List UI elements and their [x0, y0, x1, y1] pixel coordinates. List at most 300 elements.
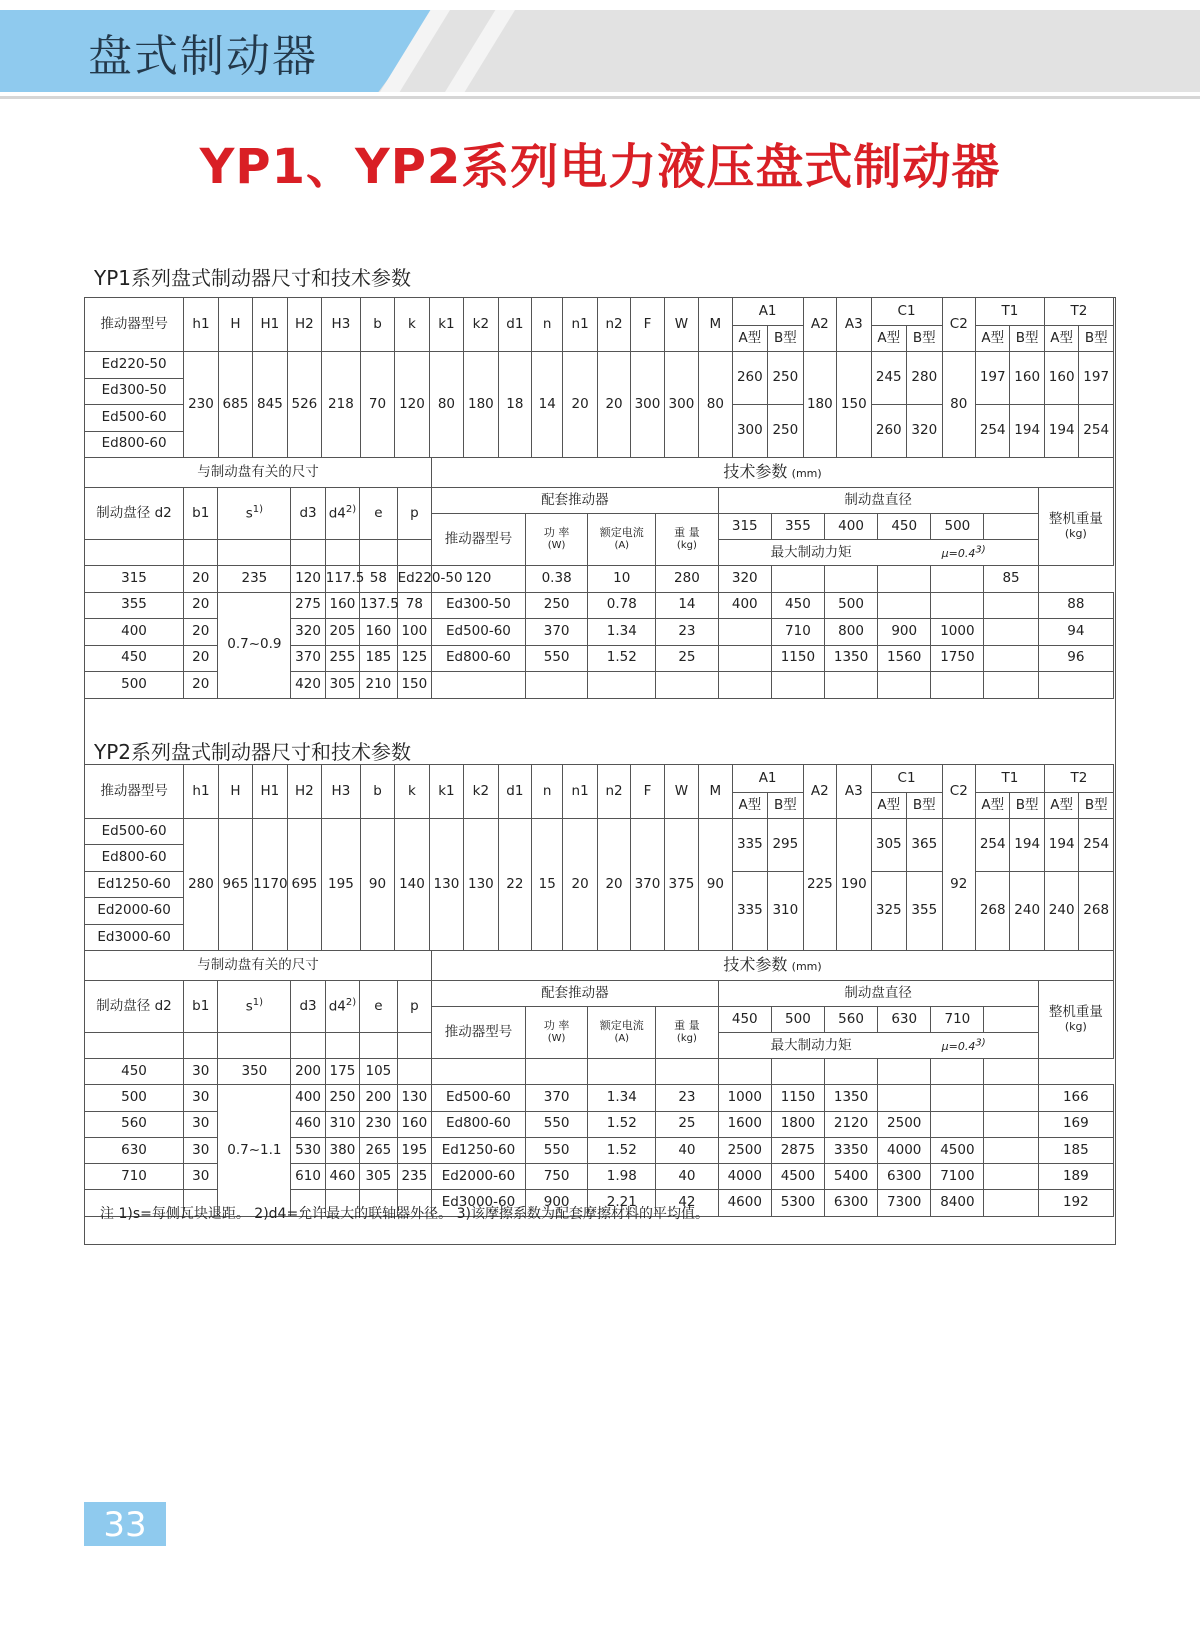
value-cell: 125 [397, 645, 431, 672]
torque-cell [931, 1085, 984, 1111]
disc-diameter-cell: 400 [85, 619, 184, 646]
blank-cell [291, 540, 325, 566]
value-cell: 25 [656, 1111, 719, 1137]
col-header [718, 1033, 1038, 1059]
tech-section-header [432, 951, 1114, 981]
value-cell: 1.52 [588, 1137, 656, 1163]
col-header: n2 [597, 765, 630, 819]
model-cell: Ed3000-60 [85, 924, 184, 950]
col-header: e [360, 981, 398, 1033]
col-header: F [631, 765, 664, 819]
torque-cell: 1150 [771, 645, 824, 672]
blank-cell [984, 1137, 1038, 1163]
value-cell: 80 [699, 352, 732, 458]
blank-cell [984, 645, 1038, 672]
value-cell: 117.5 [325, 566, 359, 593]
value-cell: 105 [360, 1059, 398, 1085]
col-header: b [360, 298, 394, 352]
model-cell: Ed800-60 [432, 645, 526, 672]
value-cell: 180 [803, 352, 836, 458]
value-cell: 1170 [253, 819, 287, 951]
value-cell: 120 [291, 566, 325, 593]
blank-cell [984, 1111, 1038, 1137]
value-cell: 305 [325, 672, 359, 699]
tech-unit: (mm) [791, 467, 822, 481]
model-cell: Ed1250-60 [85, 871, 184, 897]
blank-cell [360, 1033, 398, 1059]
col-header: M [699, 765, 732, 819]
col-header: k2 [464, 765, 498, 819]
value-cell: 460 [325, 1164, 359, 1190]
value-cell: 150 [837, 352, 871, 458]
value-cell: 245 [871, 352, 907, 405]
blank-cell [432, 1059, 526, 1085]
value-cell: 130 [464, 819, 498, 951]
value-cell: 185 [360, 645, 398, 672]
torque-cell: 3350 [824, 1137, 877, 1163]
value-cell: 194 [1044, 819, 1078, 872]
value-cell: 197 [975, 352, 1009, 405]
torque-cell: 500 [824, 592, 877, 619]
value-cell: 1.34 [588, 1085, 656, 1111]
value-cell: 370 [631, 819, 664, 951]
col-header: A1 [732, 298, 803, 326]
value-cell: 90 [360, 819, 394, 951]
unit-label: (W) [547, 1033, 566, 1045]
col-header: C1 [871, 298, 942, 326]
disc-diameter: 450 [878, 514, 931, 540]
model-cell: Ed800-60 [85, 431, 184, 458]
disc-diameter-cell: 500 [85, 672, 184, 699]
yp2-table-title: YP2系列盘式制动器尺寸和技术参数 [94, 740, 412, 764]
blank-cell [218, 1033, 291, 1059]
col-header: h1 [184, 298, 218, 352]
disc-diameter-cell: 710 [85, 1164, 184, 1190]
value-cell: 180 [464, 352, 498, 458]
blank-cell [525, 1059, 588, 1085]
torque-cell: 6300 [824, 1190, 877, 1216]
model-cell: Ed500-60 [85, 405, 184, 432]
value-cell: 300 [664, 352, 698, 458]
tech-unit: (mm) [791, 960, 822, 974]
value-cell: 10 [588, 566, 656, 593]
col-header: H3 [322, 765, 361, 819]
yp1-tech-table [84, 457, 1114, 699]
col-header: k [395, 765, 429, 819]
value-cell: 320 [907, 405, 943, 458]
unit-label: (kg) [676, 1033, 697, 1045]
footnote-ref: 2) [345, 504, 357, 516]
value-cell: 240 [1010, 871, 1044, 950]
col-header-type-b: B型 [1079, 326, 1114, 352]
col-header: H1 [253, 765, 287, 819]
value-cell: 230 [360, 1111, 398, 1137]
col-header: W [664, 765, 698, 819]
value-cell: 20 [563, 819, 597, 951]
torque-cell: 2500 [718, 1137, 771, 1163]
torque-cell: 710 [771, 619, 824, 646]
col-header-type-a: A型 [1044, 326, 1078, 352]
value-cell: 160 [360, 619, 398, 646]
model-cell: Ed220-50 [397, 566, 431, 593]
col-header [1038, 488, 1113, 566]
torque-cell: 1350 [824, 645, 877, 672]
value-cell: 305 [360, 1164, 398, 1190]
col-header-type-b: B型 [1010, 326, 1044, 352]
page-number: 33 [84, 1502, 166, 1546]
torque-cell: 5400 [824, 1164, 877, 1190]
value-cell: 1.34 [588, 619, 656, 646]
value-cell: 295 [768, 819, 804, 872]
torque-cell: 1000 [931, 619, 984, 646]
col-header: H [218, 298, 252, 352]
col-header [525, 1007, 588, 1059]
col-header: k1 [429, 765, 463, 819]
blank-cell [588, 672, 656, 699]
s-value-cell: 0.7~1.1 [218, 1085, 291, 1216]
col-header: p [397, 488, 431, 540]
torque-cell: 8400 [931, 1190, 984, 1216]
blank-cell [656, 672, 719, 699]
section-title: 盘式制动器 [88, 31, 318, 82]
torque-cell: 2875 [771, 1137, 824, 1163]
unit-label: (W) [547, 540, 566, 552]
col-header-type-a: A型 [871, 326, 907, 352]
col-header: n [532, 765, 563, 819]
model-cell: Ed3000-60 [432, 1190, 526, 1216]
torque-cell: 4600 [718, 1190, 771, 1216]
col-header-type-a: A型 [732, 793, 768, 819]
torque-cell [824, 566, 877, 593]
col-header-power: 功 率 [543, 526, 570, 540]
page-title: YP1、YP2系列电力液压盘式制动器 [199, 139, 1001, 195]
value-cell: 254 [975, 819, 1009, 872]
value-cell: 160 [397, 1111, 431, 1137]
col-header-type-a: A型 [1044, 793, 1078, 819]
col-header [325, 981, 359, 1033]
model-cell: Ed500-60 [432, 619, 526, 646]
torque-cell: 5300 [771, 1190, 824, 1216]
blank-cell [984, 619, 1038, 646]
col-header: W [664, 298, 698, 352]
value-cell: 255 [325, 645, 359, 672]
value-cell: 166 [1038, 1085, 1113, 1111]
value-cell: 250 [325, 1085, 359, 1111]
value-cell: 194 [1010, 819, 1044, 872]
value-cell: 90 [699, 819, 732, 951]
col-header: k [395, 298, 429, 352]
model-cell: Ed300-50 [85, 378, 184, 405]
disc-diameter-cell: 630 [85, 1137, 184, 1163]
col-header: H1 [253, 298, 287, 352]
model-cell: Ed500-60 [432, 1085, 526, 1111]
value-cell: 94 [1038, 619, 1113, 646]
value-cell: 189 [1038, 1164, 1113, 1190]
value-cell: 18 [498, 352, 531, 458]
col-header: b1 [184, 981, 218, 1033]
blank-cell [325, 540, 359, 566]
value-cell: 1.52 [588, 645, 656, 672]
value-cell: 0.78 [588, 592, 656, 619]
value-cell: 40 [656, 1137, 719, 1163]
value-cell: 23 [656, 619, 719, 646]
blank-cell [984, 1085, 1038, 1111]
value-cell: 235 [218, 566, 291, 593]
value-cell: 200 [360, 1085, 398, 1111]
col-header: M [699, 298, 732, 352]
value-cell: 310 [325, 1111, 359, 1137]
value-cell: 169 [1038, 1111, 1113, 1137]
unit-label: (kg) [1064, 1019, 1087, 1033]
torque-cell [718, 645, 771, 672]
col-header: H2 [287, 765, 321, 819]
blank-cell [984, 514, 1038, 540]
value-cell: 965 [218, 819, 252, 951]
unit-label: (A) [614, 1033, 630, 1045]
col-header-d4: d4 [328, 998, 346, 1015]
blank-cell [718, 1059, 771, 1085]
yp2-tech-table [84, 950, 1114, 1217]
value-cell: 230 [184, 352, 218, 458]
blank-cell [771, 672, 824, 699]
value-cell: 370 [291, 645, 325, 672]
value-cell: 260 [871, 405, 907, 458]
col-header-actuator: 推动器型号 [85, 298, 184, 352]
value-cell: 194 [1044, 405, 1078, 458]
value-cell: 14 [532, 352, 563, 458]
blank-cell [525, 672, 588, 699]
value-cell: 250 [768, 352, 804, 405]
value-cell: 14 [656, 592, 719, 619]
value-cell: 30 [184, 1137, 218, 1163]
value-cell: 150 [397, 672, 431, 699]
unit-label: (kg) [1064, 526, 1087, 540]
torque-cell: 4000 [718, 1164, 771, 1190]
value-cell: 268 [1079, 871, 1114, 950]
col-header: C1 [871, 765, 942, 793]
torque-cell: 1000 [718, 1085, 771, 1111]
disc-diameter-cell: 355 [85, 592, 184, 619]
col-header: b1 [184, 488, 218, 540]
col-header-type-a: A型 [975, 793, 1009, 819]
blank-cell [397, 1033, 431, 1059]
value-cell: 310 [768, 871, 804, 950]
blank-cell [984, 1190, 1038, 1216]
value-cell: 335 [732, 871, 768, 950]
value-cell: 0.38 [525, 566, 588, 593]
col-header: e [360, 488, 398, 540]
torque-cell [931, 1111, 984, 1137]
yp1-dimension-table [84, 297, 1114, 458]
value-cell: 20 [597, 819, 630, 951]
value-cell: 192 [1038, 1190, 1113, 1216]
value-cell: 420 [291, 672, 325, 699]
blank-cell [291, 1033, 325, 1059]
torque-cell: 1750 [931, 645, 984, 672]
tech-section-header [432, 458, 1114, 488]
torque-cell: 6300 [878, 1164, 931, 1190]
value-cell: 195 [322, 819, 361, 951]
value-cell: 750 [525, 1164, 588, 1190]
col-header: A2 [803, 298, 836, 352]
col-header: H2 [287, 298, 321, 352]
value-cell: 350 [218, 1059, 291, 1085]
value-cell: 250 [768, 405, 804, 458]
col-header: 推动器型号 [432, 1007, 526, 1059]
value-cell: 78 [397, 592, 431, 619]
col-header-s: s [245, 998, 253, 1015]
model-cell: Ed2000-60 [432, 1164, 526, 1190]
col-header: d1 [498, 765, 531, 819]
col-header-type-b: B型 [768, 793, 804, 819]
torque-cell: 7100 [931, 1164, 984, 1190]
value-cell: 22 [498, 819, 531, 951]
disc-diameter-cell: 560 [85, 1111, 184, 1137]
blank-cell [85, 1033, 184, 1059]
col-header-type-b: B型 [907, 326, 943, 352]
value-cell: 40 [656, 1164, 719, 1190]
value-cell: 530 [291, 1137, 325, 1163]
col-header-weight: 重 量 [674, 1019, 700, 1033]
col-header-max-torque: 最大制动力矩 [770, 544, 852, 561]
torque-cell: 900 [878, 619, 931, 646]
value-cell: 550 [525, 1111, 588, 1137]
col-header: T1 [975, 298, 1044, 326]
value-cell: 460 [291, 1111, 325, 1137]
value-cell: 130 [429, 819, 463, 951]
disc-section-label: 与制动盘有关的尺寸 [85, 951, 432, 981]
col-header: A1 [732, 765, 803, 793]
value-cell: 250 [525, 592, 588, 619]
col-header-d4: d4 [328, 505, 346, 522]
value-cell: 130 [397, 1085, 431, 1111]
col-header: b [360, 765, 394, 819]
blank-cell [771, 1059, 824, 1085]
blank-cell [218, 540, 291, 566]
torque-cell: 1560 [878, 645, 931, 672]
col-header [325, 488, 359, 540]
blank-cell [184, 540, 218, 566]
value-cell: 550 [525, 1137, 588, 1163]
col-header: 制动盘径 d2 [85, 488, 184, 540]
col-header [656, 514, 719, 566]
header-divider [0, 96, 1200, 99]
value-cell: 610 [291, 1164, 325, 1190]
col-header: T2 [1044, 298, 1113, 326]
torque-cell [718, 619, 771, 646]
model-cell: Ed1250-60 [432, 1137, 526, 1163]
value-cell: 365 [907, 819, 943, 872]
value-cell: 190 [837, 819, 871, 951]
col-header: k1 [429, 298, 463, 352]
col-header-type-b: B型 [768, 326, 804, 352]
blank-cell [656, 1059, 719, 1085]
value-cell: 30 [184, 1164, 218, 1190]
blank-cell [85, 540, 184, 566]
footnote-ref: 3) [975, 543, 986, 555]
col-header [718, 540, 1038, 566]
torque-cell: 2500 [878, 1111, 931, 1137]
disc-diameter: 400 [824, 514, 877, 540]
col-header [218, 488, 291, 540]
value-cell: 400 [291, 1085, 325, 1111]
mu-label: μ=0.4 [941, 1039, 976, 1053]
disc-diameter: 630 [878, 1007, 931, 1033]
torque-cell: 4500 [771, 1164, 824, 1190]
disc-diameter: 560 [824, 1007, 877, 1033]
blank-cell [984, 1164, 1038, 1190]
disc-diameter-cell: 450 [85, 1059, 184, 1085]
value-cell: 305 [871, 819, 907, 872]
value-cell: 30 [184, 1059, 218, 1085]
blank-cell [718, 672, 771, 699]
value-cell: 300 [631, 352, 664, 458]
value-cell: 900 [525, 1190, 588, 1216]
col-header-type-a: A型 [871, 793, 907, 819]
col-header-max-torque: 最大制动力矩 [770, 1037, 852, 1054]
value-cell: 30 [184, 1111, 218, 1137]
col-header: p [397, 981, 431, 1033]
value-cell: 685 [218, 352, 252, 458]
blank-cell [325, 1033, 359, 1059]
value-cell: 58 [360, 566, 398, 593]
col-header: 制动盘直径 [718, 488, 1038, 514]
value-cell: 185 [1038, 1137, 1113, 1163]
value-cell: 30 [184, 1085, 218, 1111]
value-cell: 320 [291, 619, 325, 646]
col-header: n2 [597, 298, 630, 352]
unit-label: (kg) [676, 540, 697, 552]
value-cell: 1.98 [588, 1164, 656, 1190]
blank-cell [984, 1059, 1038, 1085]
value-cell: 225 [803, 819, 836, 951]
unit-label: (A) [614, 540, 630, 552]
col-header [656, 1007, 719, 1059]
blank-cell [878, 672, 931, 699]
value-cell: 160 [1010, 352, 1044, 405]
torque-cell [931, 592, 984, 619]
value-cell: 23 [656, 1085, 719, 1111]
value-cell: 200 [291, 1059, 325, 1085]
disc-diameter-cell: 450 [85, 645, 184, 672]
blank-cell [1038, 672, 1113, 699]
footnote: 注 1)s=每侧瓦块退距。 2)d4=允许最大的联轴器外径。 3)该摩擦系数为配套摩擦材料的平均值。 [100, 1206, 710, 1222]
col-header-type-a: A型 [975, 326, 1009, 352]
col-header: H [218, 765, 252, 819]
blank-cell [878, 1059, 931, 1085]
col-header-current: 额定电流 [599, 526, 644, 540]
col-header [588, 514, 656, 566]
value-cell: 96 [1038, 645, 1113, 672]
col-header-actuator: 推动器型号 [85, 765, 184, 819]
value-cell: 20 [184, 566, 218, 593]
value-cell: 695 [287, 819, 321, 951]
blank-cell [931, 1059, 984, 1085]
col-header-type-b: B型 [1079, 793, 1114, 819]
value-cell: 325 [871, 871, 907, 950]
value-cell: 20 [184, 619, 218, 646]
col-header [588, 1007, 656, 1059]
col-header: 制动盘径 d2 [85, 981, 184, 1033]
tech-section-label: 技术参数 [723, 462, 788, 482]
disc-diameter-cell: 500 [85, 1085, 184, 1111]
value-cell: 550 [525, 645, 588, 672]
value-cell: 15 [532, 819, 563, 951]
col-header-type-b: B型 [1010, 793, 1044, 819]
col-header: k2 [464, 298, 498, 352]
value-cell: 20 [184, 672, 218, 699]
value-cell: 80 [429, 352, 463, 458]
